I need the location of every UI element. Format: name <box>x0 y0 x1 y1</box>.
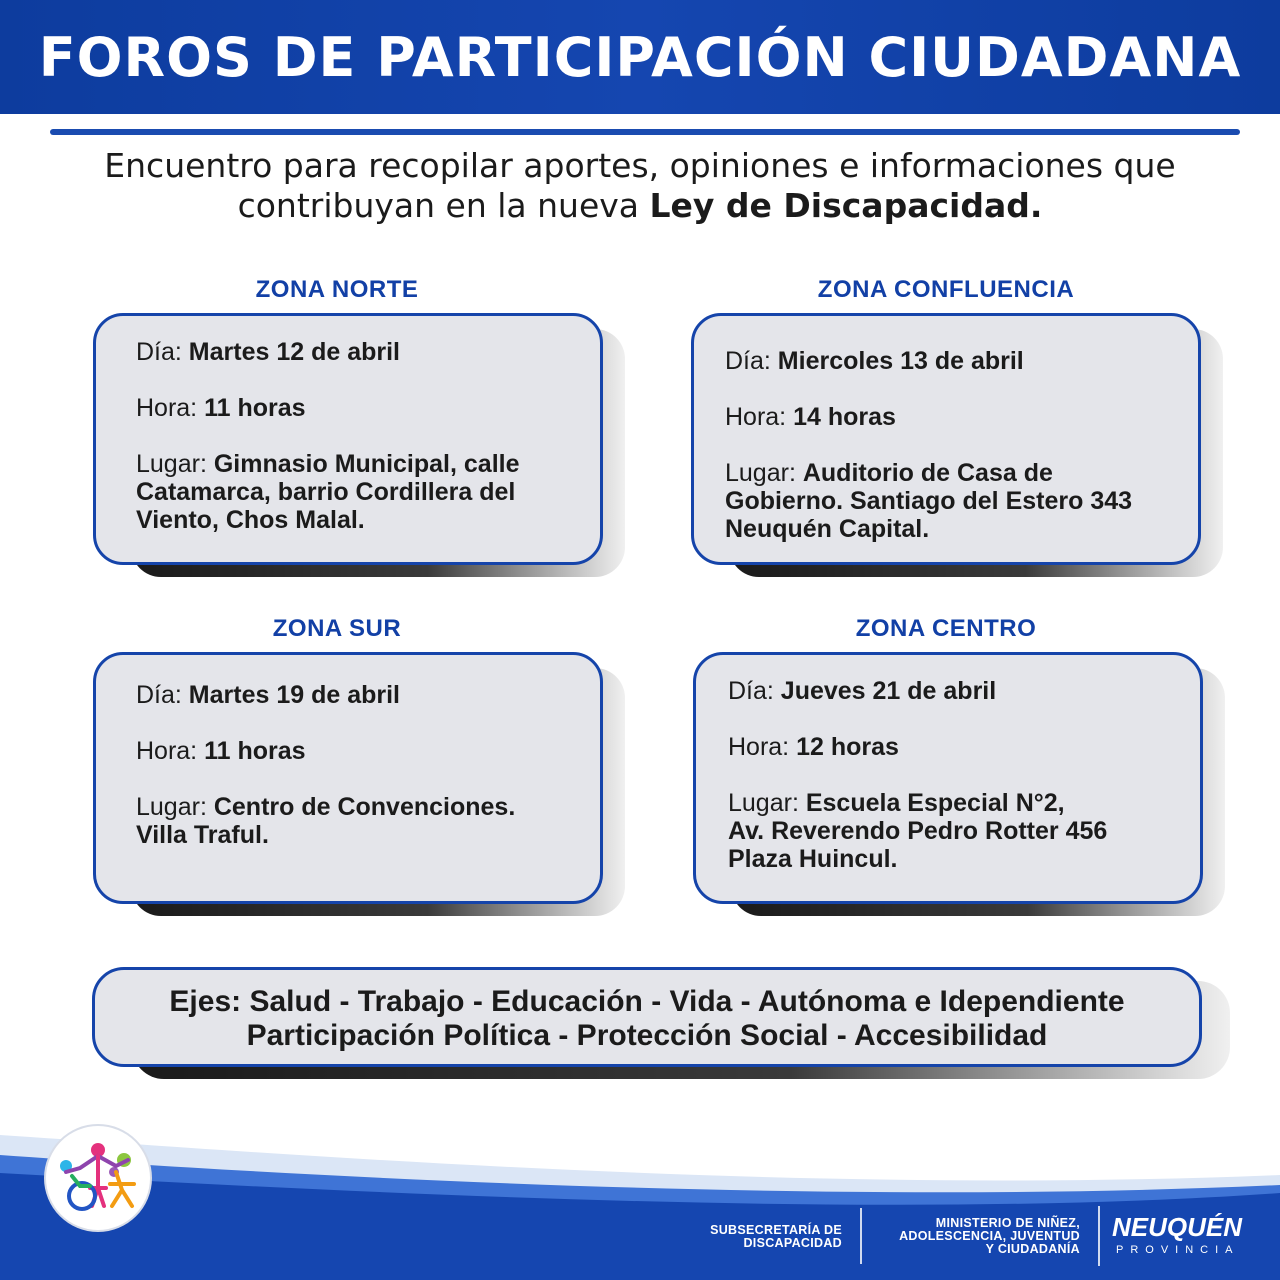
dia-value: Martes 12 de abril <box>188 338 401 366</box>
hora-label: Hora: <box>136 737 205 765</box>
dia-row <box>725 347 1168 375</box>
zone-title-norte: ZONA NORTE <box>255 276 419 303</box>
intro-line-2 <box>40 186 1240 226</box>
hora-value: 12 horas <box>796 733 899 761</box>
zone-card-confluencia <box>691 313 1201 565</box>
dia-row <box>728 677 1170 705</box>
zone-card-centro <box>693 652 1203 904</box>
provincia-text: PROVINCIA <box>1116 1244 1240 1256</box>
zone-title-confluencia: ZONA CONFLUENCIA <box>817 276 1075 303</box>
ejes-line-1: Ejes: Salud - Trabajo - Educación - Vida - Autónoma e Idependiente <box>169 985 1125 1018</box>
hora-label: Hora: <box>725 403 794 431</box>
lugar-row <box>728 789 1170 873</box>
lugar-value-line: Villa Traful. <box>136 821 269 849</box>
footer-ministerio-line: ADOLESCENCIA, JUVENTUD <box>899 1229 1080 1243</box>
hora-label: Hora: <box>136 394 205 422</box>
dia-label: Día: <box>136 681 189 709</box>
dia-label: Día: <box>728 677 781 705</box>
footer-subsecretaria-line: DISCAPACIDAD <box>743 1236 842 1250</box>
lugar-label: Lugar: <box>725 459 803 487</box>
dia-label: Día: <box>725 347 778 375</box>
dia-row <box>136 681 570 709</box>
lugar-value-line: Gimnasio Municipal, calle <box>213 450 520 478</box>
lugar-label: Lugar: <box>136 450 214 478</box>
intro-line-2-text: contribuyan en la nueva <box>237 186 650 225</box>
footer-ministerio <box>870 1217 1080 1256</box>
dia-label: Día: <box>136 338 189 366</box>
hora-row <box>728 733 1170 761</box>
dia-row <box>136 338 570 366</box>
hora-label: Hora: <box>728 733 797 761</box>
lugar-value-line: Escuela Especial N°2, <box>805 789 1065 817</box>
hora-row <box>136 394 570 422</box>
zone-card-sur <box>93 652 603 904</box>
lugar-value-line: Viento, Chos Malal. <box>136 506 365 534</box>
hora-row <box>725 403 1168 431</box>
header-banner <box>0 0 1280 114</box>
disability-people-logo-icon <box>46 1126 150 1230</box>
hora-value: 11 horas <box>204 394 306 422</box>
lugar-value-line: Catamarca, barrio Cordillera del <box>136 478 516 506</box>
footer-divider <box>860 1208 862 1264</box>
footer-ministerio-line: Y CIUDADANÍA <box>985 1242 1080 1256</box>
intro-text <box>40 146 1240 226</box>
card-body <box>693 652 1203 904</box>
ejes-line-2: Participación Política - Protección Social - Accesibilidad <box>246 1019 1048 1052</box>
header-divider <box>50 129 1240 135</box>
lugar-value-line: Auditorio de Casa de <box>802 459 1053 487</box>
subsecretaria-logo <box>46 1126 150 1230</box>
lugar-value-line: Centro de Convenciones. <box>213 793 516 821</box>
intro-line-1: Encuentro para recopilar aportes, opiniones e informaciones que <box>104 146 1176 185</box>
lugar-value-line: Plaza Huincul. <box>728 845 898 873</box>
card-body <box>691 313 1201 565</box>
lugar-row <box>136 450 570 534</box>
zone-title-centro: ZONA CENTRO <box>855 615 1037 642</box>
footer-wave <box>0 1125 1280 1280</box>
hora-value: 14 horas <box>793 403 896 431</box>
footer-divider <box>1098 1206 1100 1266</box>
lugar-row <box>725 459 1168 543</box>
card-body <box>93 652 603 904</box>
hora-row <box>136 737 570 765</box>
lugar-value-line: Gobierno. Santiago del Estero 343 <box>725 487 1133 515</box>
footer-subsecretaria <box>690 1224 842 1250</box>
page-title: FOROS DE PARTICIPACIÓN CIUDADANA <box>38 25 1242 89</box>
lugar-label: Lugar: <box>136 793 214 821</box>
ejes-body <box>92 967 1202 1067</box>
lugar-row <box>136 793 570 849</box>
dia-value: Miercoles 13 de abril <box>777 347 1024 375</box>
zone-title-sur: ZONA SUR <box>272 615 402 642</box>
lugar-value-line: Av. Reverendo Pedro Rotter 456 <box>728 817 1108 845</box>
dia-value: Martes 19 de abril <box>188 681 401 709</box>
dia-value: Jueves 21 de abril <box>780 677 997 705</box>
neuquen-logo-text: NEUQUÉN <box>1112 1212 1243 1242</box>
card-body <box>93 313 603 565</box>
lugar-label: Lugar: <box>728 789 806 817</box>
footer-subsecretaria-line: SUBSECRETARÍA DE <box>710 1223 842 1237</box>
footer-ministerio-line: MINISTERIO DE NIÑEZ, <box>935 1216 1080 1230</box>
hora-value: 11 horas <box>204 737 306 765</box>
ejes-box <box>92 967 1202 1067</box>
intro-law-name: Ley de Discapacidad. <box>649 186 1043 225</box>
lugar-value-line: Neuquén Capital. <box>725 515 930 543</box>
zone-card-norte <box>93 313 603 565</box>
